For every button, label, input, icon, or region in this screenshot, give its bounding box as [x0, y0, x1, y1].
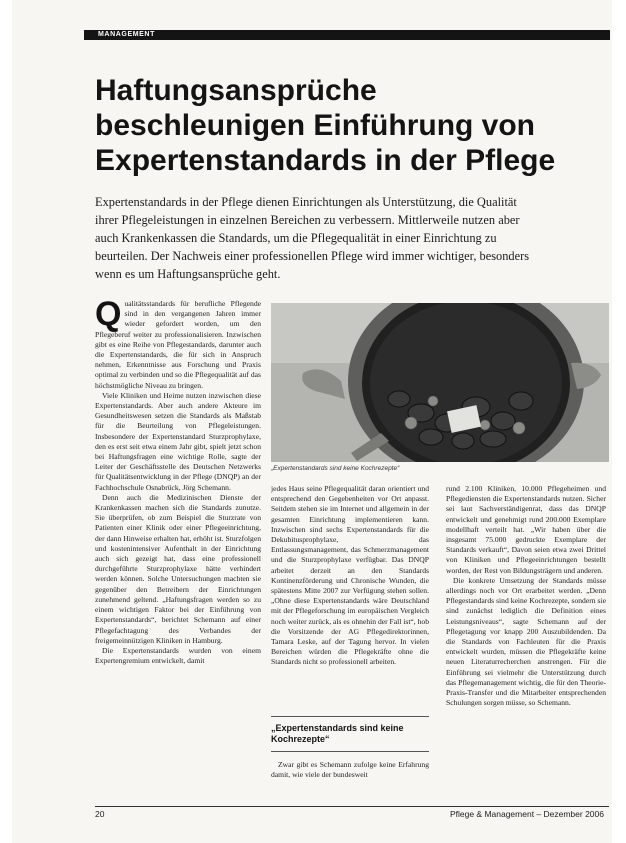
- issue-label: Pflege & Management – Dezember 2006: [449, 809, 604, 819]
- lead-line: wenn es um Haftungsansprüche geht.: [95, 267, 281, 282]
- subhead-rule: [271, 751, 429, 752]
- article-paragraph: Die Expertenstandards wurden von einem Expertengremium entwickelt, damit: [95, 645, 261, 666]
- pot-illustration: [271, 303, 609, 462]
- article-column-2-continued: [271, 760, 429, 804]
- photo-caption: „Expertenstandards sind keine Kochrezepte“: [271, 465, 400, 472]
- lead-line: auch Krankenkassen die Standards, um die Pflegequalität in einer Einrichtung zu: [95, 231, 497, 246]
- article-paragraph: Viele Kliniken und Heime nutzen inzwischen diese Expertenstandards. Aber auch andere Akteure im Gesundheitswesen setzen die Standards als Maßstab für die Beurteilung von Pflegeleistungen. Insbesondere der Expertenstandard Sturzprophylaxe, den es erst seit etwa einem Jahr gibt, spielt jetzt schon bei Haftungsfragen eine wichtige Rolle, sagte der Leiter der Geschäftsstelle des Deutschen Netzwerks für Qualitätsentwicklung in der Pflege (DNQP) an der Fachhochschule Osnabrück, Jörg Schemann.: [95, 390, 261, 492]
- article-paragraph: jedes Haus seine Pflegequalität daran orientiert und entsprechend den Gegebenheiten vor Ort anpasst. Seitdem stehen sie im Internet und allgemein in der gesamten Einrichtung implementieren kann. Inzwischen sind sechs Expertenstandards für die Dekubitusprophylaxe, das Entlassungsmanagement, das Schmerzmanagement und die Sturzprophylaxe verfügbar. Das DNQP arbeitet derzeit an den Standards Kontinenzförderung und Chronische Wunden, die spätestens Mitte 2007 zur Verfügung stehen sollen. „Ohne diese Expertenstandards wäre Deutschland mit der Pflegeforschung im europäischen Vergleich noch weiter zurück, als es ohnehin der Fall ist“, hob die Vorsitzende der AG Pflegedirektorinnen, Tamara Leske, auf der Tagung hervor. In vielen Bereichen würden die Pflegekräfte ohne die Standards nicht so professionell arbeiten.: [271, 484, 429, 667]
- lead-paragraph: [95, 193, 595, 283]
- article-paragraph: rund 2.100 Kliniken, 10.000 Pflegeheimen und Pflegediensten die Expertenstandards nutzen. Sicher sei laut Sachverständigenrat, dass das DNQP entwickelt und genehmigt rund 200.000 Exemplare modellhaft verteilt hat. „Wir haben über die insgesamt 75.000 gedruckte Exemplare der Standards verkauft“, Davon seien etwa zwei Drittel von Kliniken und Pflegeeinrichtungen bestellt worden, der Rest von Bildungsträgern und anderen.: [446, 484, 606, 575]
- headline: [95, 73, 605, 178]
- article-paragraph: Die konkrete Umsetzung der Standards müsse allerdings noch vor Ort erarbeitet werden. „Denn Pflegestandards sind keine Kochrezepte, sondern sie sind zunächst lediglich die Definition eines Leistungsniveaus“, sagte Schemann auf der Pflegetagung vor knapp 200 Auszubildenden. Da die Standards von Fachleuten für die Praxis entwickelt wurden, müssen die Pflegekräfte keine neuen Literaturrecherchen anstrengen. Für die Einführung sei vielmehr die Unterstützung durch das Pflegemanagement wichtig, die für den Theorie-Praxis-Transfer und die Mitarbeiter entsprechenden Schulungen sorgen müsse, so Schemann.: [446, 575, 606, 708]
- section-bar: [84, 30, 610, 40]
- headline-line: Haftungsansprüche: [95, 74, 377, 107]
- article-column-2: [271, 484, 429, 804]
- article-column-3: [446, 484, 606, 804]
- lead-line: Expertenstandards in der Pflege dienen Einrichtungen als Unterstützung, die Qualität: [95, 195, 517, 209]
- article-column-1: [95, 299, 261, 801]
- footer-rule: [95, 806, 609, 807]
- subhead-rule: [271, 716, 429, 717]
- article-paragraph: Denn auch die Medizinischen Dienste der Krankenkassen machen sich die Standards zunutze. Sie überprüfen, ob zum Beispiel die Sturzrate von Patienten einer Klinik oder einer Pflegeeinrichtung, der dann Hinweise erhalten hat, erhöht ist. Sturzfolgen und kostenintensiver Aufenthalt in der Einrichtung auch sich gezeigt hat, dass eine professionell durchgeführte Sturzprophylaxe hätte verhindert werden können. Solche Untersuchungen machten sie gegenüber den Betreibern der Einrichtungen zunehmend geltend. „Haftungsfragen werden so zu einem wichtigen Faktor bei der Einführung von Expertenstandards“, berichtet Schemann auf einer Pflegefachtagung des Verbandes der freigemeinnützigen Kliniken in Hamburg.: [95, 492, 261, 645]
- lead-line: ihrer Pflegeleistungen in einzelnen Bereichen zu verbessern. Mittlerweile nutzen aber: [95, 213, 520, 228]
- headline-line: Expertenstandards in der Pflege: [95, 144, 556, 177]
- section-label: MANAGEMENT: [98, 31, 155, 38]
- headline-line: beschleunigen Einführung von: [95, 109, 536, 142]
- article-paragraph: Qualitätsstandards für berufliche Pflegende sind in den vergangenen Jahren immer wieder gefordert worden, um den Pflegeberuf weiter zu professionalisieren. Inzwischen gibt es eine Reihe von Pflegestandards, darunter auch die Expertenstandards, die für sich in Anspruch nehmen, Erkenntnisse aus Forschung und Praxis optimal zu verbinden und so die Pflegequalität auf das höchstmögliche Niveau zu bringen.: [95, 299, 261, 390]
- article-paragraph: Zwar gibt es Schemann zufolge keine Erfahrung damit, wie viele der bundesweit: [271, 760, 429, 780]
- lead-line: beurteilen. Der Nachweis einer professionellen Pflege wird immer wichtiger, besonders: [95, 249, 530, 264]
- cooking-pot-photo: [271, 303, 609, 462]
- page-number: 20: [95, 809, 105, 819]
- drop-cap: Q: [95, 299, 122, 333]
- subheading: „Expertenstandards sind keine Kochrezepte“: [271, 723, 404, 744]
